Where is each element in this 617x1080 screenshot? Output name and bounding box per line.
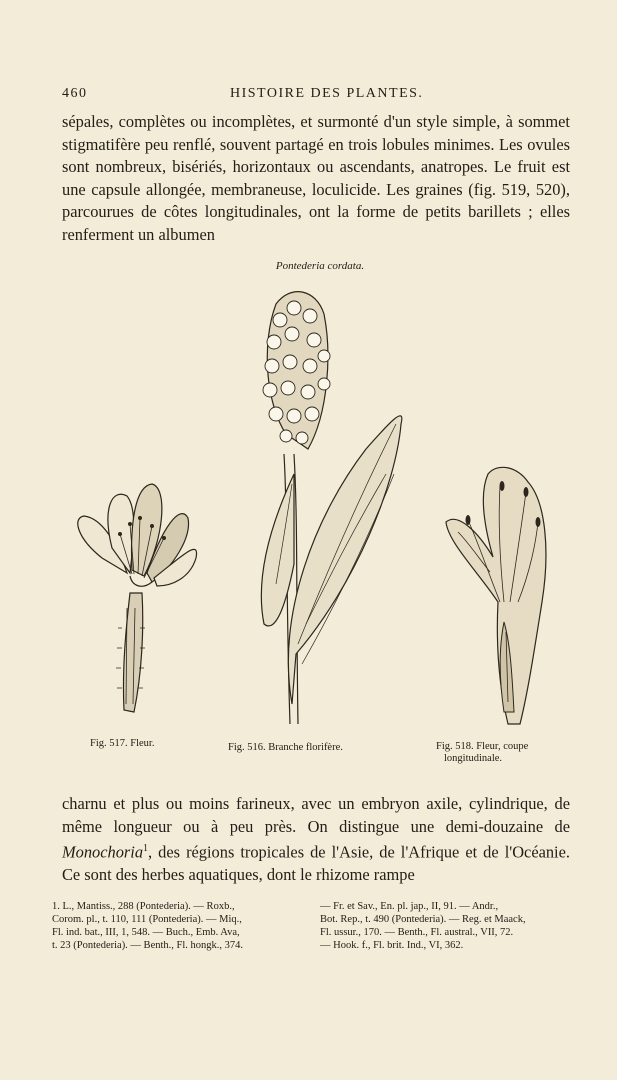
footnotes-right-column [320, 900, 572, 952]
footnotes-left-column [52, 900, 306, 952]
figure-518-caption-line-1: Fig. 518. Fleur, coupe [436, 741, 529, 752]
footnote-line: Fl. ind. bat., III, 1, 548. — Buch., Emb. Ava, [52, 927, 240, 938]
running-title: HISTOIRE DES PLANTES. [230, 86, 424, 101]
figure-517-caption: Fig. 517. Fleur. [90, 738, 155, 749]
body-paragraph-top: sépales, complètes ou incomplètes, et surmonté d'un style simple, à sommet stigmatifère peu renflé, souvent partagé en trois lobules minimes. Les ovules sont nombreux, bisériés, horizontaux ou ascendants, anatropes. Le fruit est une capsule allongée, membraneuse, loculicide. Les graines (fig. 519, 520), parcourues de côtes longitudinales, ont la forme de petits barillets ; elles renferment un albumen [62, 112, 570, 244]
footnotes [52, 900, 572, 964]
body-paragraph-bottom [62, 793, 570, 886]
page-header [62, 86, 570, 106]
figure-518-caption [436, 741, 576, 765]
figure-518-flower-section-illustration [438, 462, 558, 730]
footnote-line: — Fr. et Sav., En. pl. jap., II, 91. — Andr., [320, 901, 499, 912]
figure-517-flower-illustration [72, 478, 204, 728]
figure-516-caption: Fig. 516. Branche florifère. [228, 742, 343, 753]
footnote-line: — Hook. f., Fl. brit. Ind., VI, 362. [320, 940, 464, 951]
footnote-line: t. 23 (Pontederia). — Benth., Fl. hongk., 374. [52, 940, 244, 951]
genus-name-monochoria: Monochoria [62, 842, 144, 862]
figure-518-caption-line-2: longitudinale. [444, 753, 503, 764]
footnote-line: 1. L., Mantiss., 288 (Pontederia). — Roxb., [52, 901, 235, 912]
footnote-marker[interactable]: 1 [143, 843, 149, 854]
footnote-line: Bot. Rep., t. 490 (Pontederia). — Reg. et Maack, [320, 914, 526, 925]
plate-title: Pontederia cordata. [275, 260, 365, 272]
footnote-line: Fl. ussur., 170. — Benth., Fl. austral., VII, 72. [320, 927, 514, 938]
paragraph-text-after-genus: , des régions tropicales de l'Asie, de l'Afrique et de l'Océanie. Ce sont des herbes aquatiques, dont le rhizome rampe [62, 842, 570, 884]
footnote-line: Corom. pl., t. 110, 111 (Pontederia). — Miq., [52, 914, 242, 925]
page-number: 460 [62, 86, 88, 101]
paragraph-text-before-genus: charnu et plus ou moins farineux, avec un embryon axile, cylindrique, de même longueur ou à peu près. On distingue une demi-douzaine de [62, 794, 570, 836]
figure-516-flowering-branch-illustration [236, 284, 408, 732]
